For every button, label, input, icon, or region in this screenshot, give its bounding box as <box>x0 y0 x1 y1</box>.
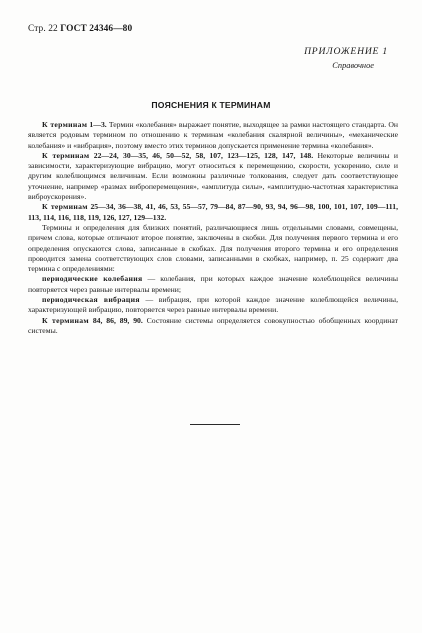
term-numbers: 25—34, 36—38, 41, 46, 53, 55—57, 79—84, 87—90, 93, 94, 96—98, 100, 101, 107, 109—111, 113, 114, 116, 118, 119, 126, 127, 129—132. <box>28 202 398 222</box>
standard-number: ГОСТ 24346—80 <box>60 24 133 34</box>
paragraph-lead: К терминам <box>42 120 88 129</box>
term-numbers: 1—3. <box>89 120 107 129</box>
paragraph-combined-terms <box>28 223 398 274</box>
body-text <box>28 120 398 336</box>
paragraph-text: Состояние системы определяется совокупностью обобщенных координат системы. <box>28 315 398 335</box>
paragraph-text: Термин «колебания» выражает понятие, выходящее за рамки настоящего стандарта. Он является родовым термином по отношению к терминам «колебания скалярной величины», «механические колебания» и «вибрация», поэтому вместо этих терминов допускается применение термина «колебания». <box>28 120 398 150</box>
section-title: ПОЯСНЕНИЯ К ТЕРМИНАМ <box>151 100 271 110</box>
appendix-title: ПРИЛОЖЕНИЕ 1 <box>304 46 388 57</box>
paragraph-terms-1-3 <box>28 120 398 151</box>
paragraph-terms-84-90 <box>28 316 398 337</box>
paragraph-example-periodic-oscillations <box>28 274 398 295</box>
paragraph-text: — колебания, при которых каждое значение колеблющейся величины повторяется через равные интервалы времени; <box>28 274 398 294</box>
paragraph-text: Термины и определения для близких понятий, различающиеся лишь отдельными словами, совмещены, причем слова, которые отличают второе понятие, заключены в скобки. Для получения первого термина и его определения опускаются слова, записанные в скобках. Для получения второго термина и его определения проводится замена соответствующих слов словами, записанными в скобках, например, п. 25 содержит два термина с определениями: <box>28 222 398 274</box>
paragraph-lead: К терминам <box>42 315 89 325</box>
paragraph-text: — вибрация, при которой каждое значение колеблющейся величины, характеризующей вибрацию, повторяется через равные интервалы времени. <box>28 295 398 315</box>
paragraph-terms-25-132 <box>28 202 398 223</box>
term-numbers: 84, 86, 89, 90. <box>92 315 143 325</box>
paragraph-text: Некоторые величины и зависимости, характеризующие вибрацию, могут относиться к перемещению, скорости, ускорению, силе и другим колеблющимся величинам. Если возможны различные толкования, следует дать соответствующее уточнение, например «размах виброперемещения», «амплитуда силы», «амплитудно-частотная характеристика виброускорения». <box>28 150 398 202</box>
term-numbers: 22—24, 30—35, 46, 50—52, 58, 107, 123—125, 128, 147, 148. <box>93 150 314 160</box>
example-term: периодическая вибрация <box>42 295 140 305</box>
paragraph-terms-22-148 <box>28 151 398 202</box>
example-term: периодические колебания <box>42 274 143 284</box>
paragraph-lead: К терминам <box>42 202 88 212</box>
page-label: Стр. 22 <box>28 24 58 34</box>
page-header <box>28 24 132 34</box>
paragraph-example-periodic-vibration <box>28 295 398 316</box>
appendix-subtitle: Справочное <box>332 61 374 70</box>
paragraph-lead: К терминам <box>42 150 90 160</box>
end-rule <box>190 424 240 425</box>
